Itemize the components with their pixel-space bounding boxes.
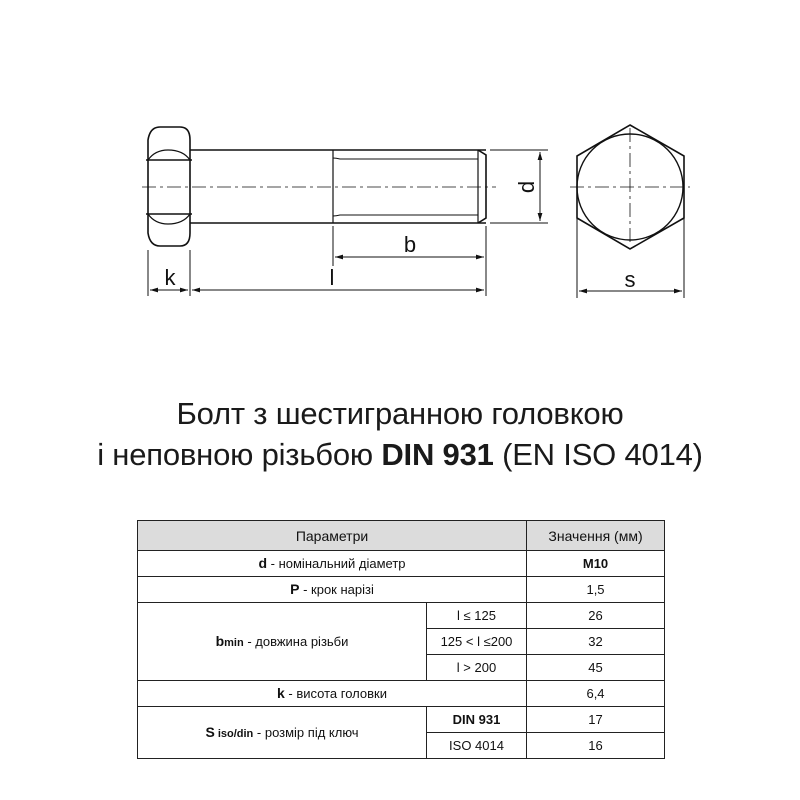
desc-k: - висота головки [284, 686, 387, 701]
dimension-lines [148, 150, 684, 298]
title-standard: DIN 931 [381, 437, 494, 472]
param-d [138, 551, 527, 577]
value-b-2: 32 [527, 629, 665, 655]
label-d: d [514, 180, 539, 194]
table-row-p [138, 577, 665, 603]
page-title [0, 393, 800, 475]
desc-d: - номінальний діаметр [267, 556, 406, 571]
symbol-p: P [290, 581, 300, 597]
title-line-2-prefix: і неповною різьбою [97, 437, 382, 472]
param-b [138, 603, 427, 681]
value-s-2: 16 [527, 733, 665, 759]
table-header-row [138, 521, 665, 551]
value-b-1: 26 [527, 603, 665, 629]
bolt-drawing [0, 0, 800, 320]
subscript-s: iso/din [214, 727, 254, 740]
table-row-b-1 [138, 603, 665, 629]
label-b: b [403, 232, 417, 257]
label-l: l [329, 265, 335, 290]
cond-b-3: l > 200 [427, 655, 527, 681]
desc-b: - довжина різьби [243, 633, 349, 649]
value-k: 6,4 [527, 681, 665, 707]
value-p: 1,5 [527, 577, 665, 603]
standard-s-2: ISO 4014 [427, 733, 527, 759]
param-p [138, 577, 527, 603]
title-line-1: Болт з шестигранною головкою [176, 396, 624, 431]
subscript-b: min [224, 636, 244, 649]
value-b-3: 45 [527, 655, 665, 681]
symbol-b: b [215, 632, 225, 649]
desc-s: - розмір під ключ [253, 724, 359, 740]
header-values: Значення (мм) [527, 521, 665, 551]
header-parameters: Параметри [138, 521, 527, 551]
standard-s-1: DIN 931 [427, 707, 527, 733]
value-s-1: 17 [527, 707, 665, 733]
title-line-2 [0, 434, 800, 475]
label-s: s [624, 267, 636, 292]
value-d: M10 [527, 551, 665, 577]
cond-b-1: l ≤ 125 [427, 603, 527, 629]
label-k: k [164, 265, 176, 290]
symbol-s: S [205, 723, 215, 740]
end-view [570, 125, 690, 249]
dimension-labels [165, 181, 636, 292]
param-s [138, 707, 427, 759]
desc-p: - крок нарізі [299, 582, 374, 597]
table-row-d [138, 551, 665, 577]
symbol-d: d [258, 555, 268, 571]
param-k [138, 681, 527, 707]
title-line-2-suffix: (EN ISO 4014) [493, 437, 703, 472]
cond-b-2: 125 < l ≤200 [427, 629, 527, 655]
symbol-k: k [277, 685, 285, 701]
table-row-s-1 [138, 707, 665, 733]
table-row-k [138, 681, 665, 707]
parameters-table [137, 520, 665, 759]
side-view [142, 127, 496, 246]
